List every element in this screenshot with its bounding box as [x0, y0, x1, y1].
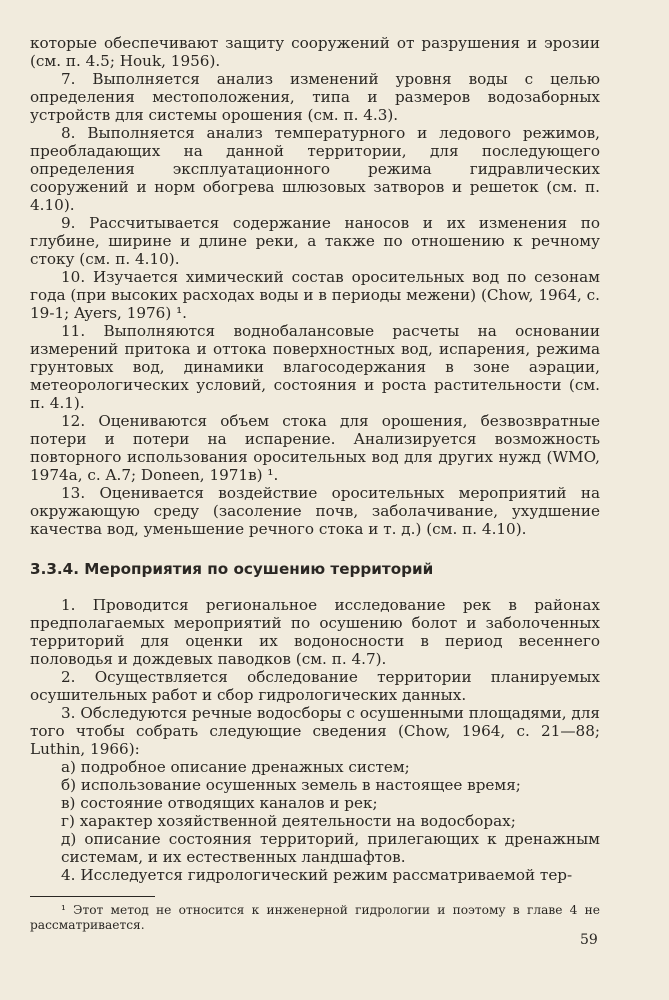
section-paragraph-3: 3. Обследуются речные водосборы с осушенными площадями, для того чтобы собрать следующие сведения (Chow, 1964, с. 21—88; Luthin, 1966):: [30, 704, 600, 758]
list-item-a: а) подробное описание дренажных систем;: [61, 758, 410, 776]
list-item-b: б) использование осушенных земель в настоящее время;: [61, 776, 521, 794]
paragraph-item-11: 11. Выполняются воднобалансовые расчеты на основании измерений притока и оттока поверхностных вод, испарения, режима грунтовых вод, динамики влагосодержания в зоне аэрации, метеорологических условий, состояния и роста растительности (см. п. 4.1).: [30, 322, 600, 412]
section-paragraph-4: 4. Исследуется гидрологический режим рассматриваемой тер-: [61, 866, 573, 884]
paragraph-item-7: 7. Выполняется анализ изменений уровня воды с целью определения местоположения, типа и размеров водозаборных устройств для системы орошения (см. п. 4.3).: [30, 70, 600, 124]
paragraph-continuation: которые обеспечивают защиту сооружений от разрушения и эрозии (см. п. 4.5; Houk, 1956).: [30, 34, 600, 70]
footnote-divider: [30, 896, 155, 897]
footnote: ¹ Этот метод не относится к инженерной гидрологии и поэтому в главе 4 не рассматривается.: [30, 903, 600, 932]
section-paragraph-2: 2. Осуществляется обследование территории планируемых осушительных работ и сбор гидрологических данных.: [30, 668, 600, 704]
section-paragraph-1: 1. Проводится региональное исследование рек в районах предполагаемых мероприятий по осушению болот и заболоченных территорий для оценки их водоносности в период весеннего половодья и дождевых паводков (см. п. 4.7).: [30, 596, 600, 668]
section-heading: 3.3.4. Мероприятия по осушению территорий: [30, 560, 434, 578]
page-body: [30, 34, 600, 933]
list-item-e: д) описание состояния территорий, прилегающих к дренажным системам, и их естественных ландшафтов.: [61, 830, 600, 866]
page-number: 59: [580, 932, 598, 948]
paragraph-item-8: 8. Выполняется анализ температурного и ледового режимов, преобладающих на данной территории, для последующего определения эксплуатационного режима гидравлических сооружений и норм обогрева шлюзовых затворов и решеток (см. п. 4.10).: [30, 124, 600, 214]
paragraph-item-13: 13. Оценивается воздействие оросительных мероприятий на окружающую среду (засоление почв, заболачивание, ухудшение качества вод, уменьшение речного стока и т. д.) (см. п. 4.10).: [30, 484, 600, 538]
paragraph-item-12: 12. Оцениваются объем стока для орошения, безвозвратные потери и потери на испарение. Анализируется возможность повторного использования оросительных вод для других нужд (WMO, 1974a, с. A.7; Doneen, 1971в) ¹.: [30, 412, 600, 484]
paragraph-item-9: 9. Рассчитывается содержание наносов и их изменения по глубине, ширине и длине реки, а также по отношению к речному стоку (см. п. 4.10).: [30, 214, 600, 268]
paragraph-item-10: 10. Изучается химический состав оросительных вод по сезонам года (при высоких расходах воды и в периоды межени) (Chow, 1964, с. 19-1; Ayers, 1976) ¹.: [30, 268, 600, 322]
list-item-c: в) состояние отводящих каналов и рек;: [61, 794, 378, 812]
list-item-d: г) характер хозяйственной деятельности на водосборах;: [61, 812, 516, 830]
